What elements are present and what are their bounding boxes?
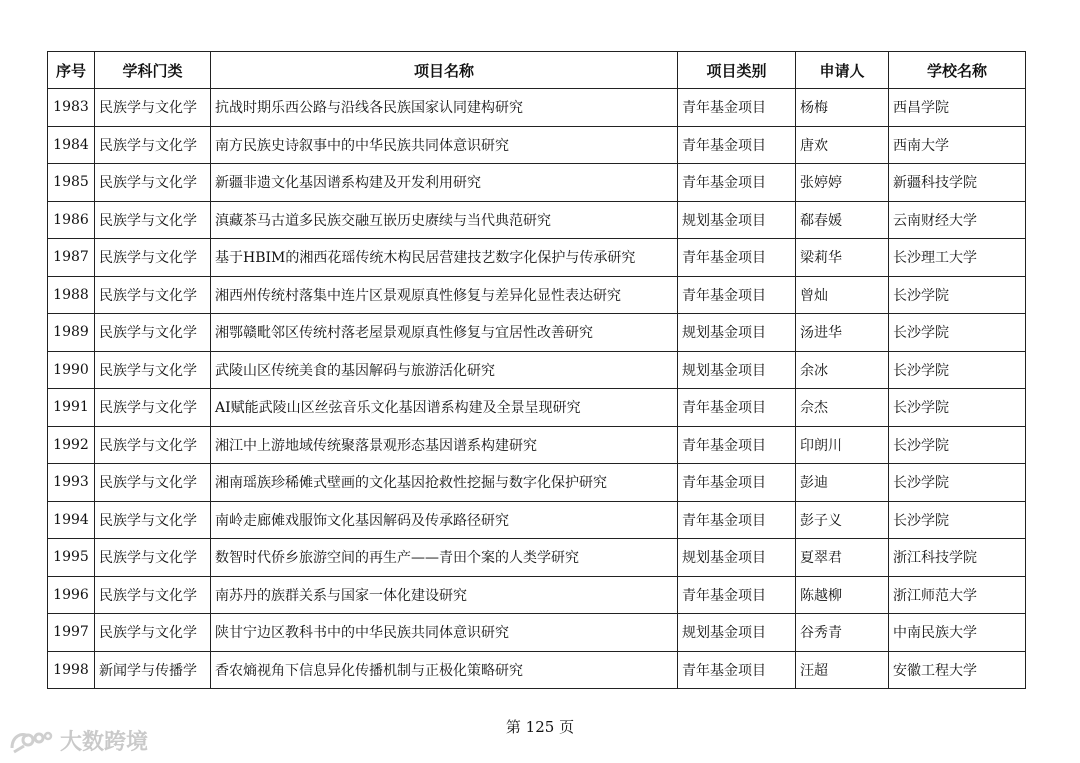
cell-applicant: 陈越柳 (796, 576, 889, 614)
cell-project: 湘南瑶族珍稀傩式壁画的文化基因抢救性挖掘与数字化保护研究 (211, 464, 678, 502)
cell-school: 长沙学院 (889, 426, 1026, 464)
table-row (48, 576, 1026, 614)
header-applicant: 申请人 (796, 52, 889, 89)
cell-no: 1998 (48, 651, 95, 689)
cell-applicant: 印朗川 (796, 426, 889, 464)
cell-applicant: 彭迪 (796, 464, 889, 502)
cell-project: 基于HBIM的湘西花瑶传统木构民居营建技艺数字化保护与传承研究 (211, 239, 678, 277)
cell-applicant: 唐欢 (796, 126, 889, 164)
cell-applicant: 张婷婷 (796, 164, 889, 202)
cell-applicant: 余冰 (796, 351, 889, 389)
cell-school: 安徽工程大学 (889, 651, 1026, 689)
cell-category: 民族学与文化学 (95, 576, 211, 614)
cell-type: 青年基金项目 (678, 126, 796, 164)
table-row (48, 89, 1026, 127)
cell-applicant: 杨梅 (796, 89, 889, 127)
cell-project: 滇藏茶马古道多民族交融互嵌历史赓续与当代典范研究 (211, 201, 678, 239)
cell-project: 南岭走廊傩戏服饰文化基因解码及传承路径研究 (211, 501, 678, 539)
cell-category: 民族学与文化学 (95, 126, 211, 164)
cell-type: 青年基金项目 (678, 239, 796, 277)
table-row (48, 426, 1026, 464)
cell-category: 民族学与文化学 (95, 464, 211, 502)
table-row (48, 239, 1026, 277)
header-no: 序号 (48, 52, 95, 89)
cell-project: 抗战时期乐西公路与沿线各民族国家认同建构研究 (211, 89, 678, 127)
cell-school: 长沙理工大学 (889, 239, 1026, 277)
cell-applicant: 夏翠君 (796, 539, 889, 577)
cell-no: 1983 (48, 89, 95, 127)
cell-type: 青年基金项目 (678, 576, 796, 614)
cell-no: 1993 (48, 464, 95, 502)
cell-project: 新疆非遗文化基因谱系构建及开发利用研究 (211, 164, 678, 202)
cell-applicant: 梁莉华 (796, 239, 889, 277)
cell-school: 长沙学院 (889, 314, 1026, 352)
cell-school: 浙江师范大学 (889, 576, 1026, 614)
cell-school: 长沙学院 (889, 501, 1026, 539)
cell-project: 数智时代侨乡旅游空间的再生产——青田个案的人类学研究 (211, 539, 678, 577)
cell-applicant: 佘杰 (796, 389, 889, 427)
cell-no: 1984 (48, 126, 95, 164)
cell-applicant: 曾灿 (796, 276, 889, 314)
watermark (8, 725, 148, 756)
cell-category: 民族学与文化学 (95, 426, 211, 464)
table-row (48, 651, 1026, 689)
cell-project: 陕甘宁边区教科书中的中华民族共同体意识研究 (211, 614, 678, 652)
cell-type: 青年基金项目 (678, 276, 796, 314)
cell-project: 湘鄂赣毗邻区传统村落老屋景观原真性修复与宜居性改善研究 (211, 314, 678, 352)
cell-type: 青年基金项目 (678, 501, 796, 539)
cell-category: 民族学与文化学 (95, 539, 211, 577)
table-row (48, 501, 1026, 539)
cell-type: 规划基金项目 (678, 614, 796, 652)
cell-category: 民族学与文化学 (95, 201, 211, 239)
cell-applicant: 汪超 (796, 651, 889, 689)
cell-project: 湘江中上游地域传统聚落景观形态基因谱系构建研究 (211, 426, 678, 464)
cell-project: 南苏丹的族群关系与国家一体化建设研究 (211, 576, 678, 614)
header-category: 学科门类 (95, 52, 211, 89)
header-project: 项目名称 (211, 52, 678, 89)
cell-school: 长沙学院 (889, 389, 1026, 427)
cell-category: 民族学与文化学 (95, 501, 211, 539)
cell-no: 1997 (48, 614, 95, 652)
page-number: 第 125 页 (505, 718, 575, 736)
table-body (48, 89, 1026, 689)
cell-no: 1990 (48, 351, 95, 389)
table-row (48, 464, 1026, 502)
cell-type: 规划基金项目 (678, 201, 796, 239)
cell-school: 中南民族大学 (889, 614, 1026, 652)
cell-type: 规划基金项目 (678, 539, 796, 577)
cell-project: 武陵山区传统美食的基因解码与旅游活化研究 (211, 351, 678, 389)
cell-school: 长沙学院 (889, 276, 1026, 314)
cell-school: 长沙学院 (889, 464, 1026, 502)
cell-school: 西南大学 (889, 126, 1026, 164)
cell-category: 民族学与文化学 (95, 276, 211, 314)
cell-school: 西昌学院 (889, 89, 1026, 127)
cell-applicant: 郗春媛 (796, 201, 889, 239)
cell-no: 1988 (48, 276, 95, 314)
cell-applicant: 谷秀青 (796, 614, 889, 652)
cell-type: 青年基金项目 (678, 651, 796, 689)
cell-type: 规划基金项目 (678, 351, 796, 389)
cell-no: 1985 (48, 164, 95, 202)
cell-category: 民族学与文化学 (95, 89, 211, 127)
cell-type: 规划基金项目 (678, 314, 796, 352)
table-row (48, 276, 1026, 314)
table-row (48, 201, 1026, 239)
cell-school: 云南财经大学 (889, 201, 1026, 239)
cell-no: 1987 (48, 239, 95, 277)
cell-category: 民族学与文化学 (95, 351, 211, 389)
cell-type: 青年基金项目 (678, 164, 796, 202)
cell-category: 民族学与文化学 (95, 389, 211, 427)
cell-project: AI赋能武陵山区丝弦音乐文化基因谱系构建及全景呈现研究 (211, 389, 678, 427)
cell-applicant: 彭子义 (796, 501, 889, 539)
cell-type: 青年基金项目 (678, 89, 796, 127)
cell-project: 湘西州传统村落集中连片区景观原真性修复与差异化显性表达研究 (211, 276, 678, 314)
cell-project: 南方民族史诗叙事中的中华民族共同体意识研究 (211, 126, 678, 164)
project-table (47, 51, 1026, 689)
cell-category: 民族学与文化学 (95, 614, 211, 652)
cell-type: 青年基金项目 (678, 464, 796, 502)
cell-school: 长沙学院 (889, 351, 1026, 389)
cell-applicant: 汤进华 (796, 314, 889, 352)
watermark-logo-icon (8, 726, 54, 756)
cell-category: 民族学与文化学 (95, 239, 211, 277)
cell-no: 1992 (48, 426, 95, 464)
cell-category: 新闻学与传播学 (95, 651, 211, 689)
table-header-row (48, 52, 1026, 89)
watermark-text: 大数跨境 (60, 730, 149, 755)
cell-type: 青年基金项目 (678, 389, 796, 427)
cell-no: 1994 (48, 501, 95, 539)
cell-school: 浙江科技学院 (889, 539, 1026, 577)
cell-project: 香农熵视角下信息异化传播机制与正极化策略研究 (211, 651, 678, 689)
cell-category: 民族学与文化学 (95, 164, 211, 202)
header-type: 项目类别 (678, 52, 796, 89)
cell-category: 民族学与文化学 (95, 314, 211, 352)
table-row (48, 314, 1026, 352)
cell-no: 1986 (48, 201, 95, 239)
table-row (48, 389, 1026, 427)
header-school: 学校名称 (889, 52, 1026, 89)
cell-no: 1991 (48, 389, 95, 427)
cell-no: 1989 (48, 314, 95, 352)
cell-no: 1995 (48, 539, 95, 577)
table-row (48, 539, 1026, 577)
table-row (48, 164, 1026, 202)
cell-type: 青年基金项目 (678, 426, 796, 464)
table-row (48, 126, 1026, 164)
cell-school: 新疆科技学院 (889, 164, 1026, 202)
table-row (48, 614, 1026, 652)
table-row (48, 351, 1026, 389)
cell-no: 1996 (48, 576, 95, 614)
